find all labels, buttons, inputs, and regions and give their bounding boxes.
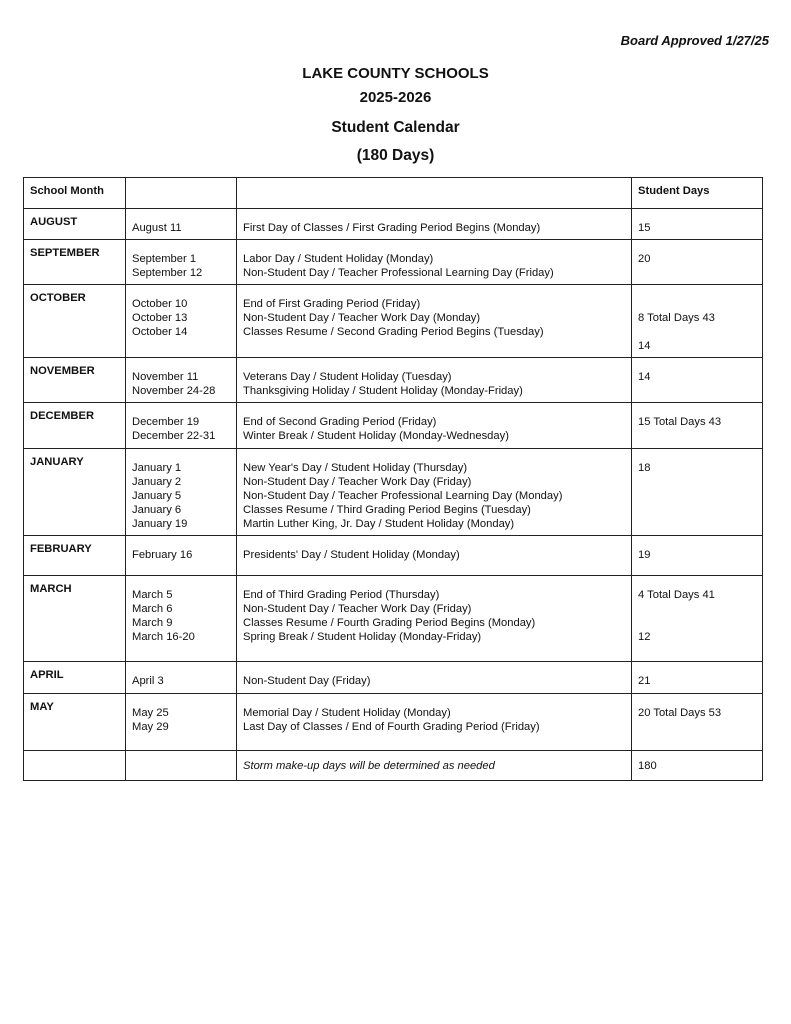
- date-line: May 25: [132, 707, 169, 719]
- event-line: Non-Student Day (Friday): [243, 675, 371, 687]
- event-line: First Day of Classes / First Grading Period Begins (Monday): [243, 222, 541, 234]
- event-cell: [237, 285, 632, 358]
- event-line: Non-Student Day / Teacher Work Day (Friday): [243, 476, 472, 488]
- student-days-cell: [632, 240, 763, 285]
- event-line: End of Second Grading Period (Friday): [243, 416, 437, 428]
- spacer: [638, 297, 756, 311]
- date-cell: [126, 240, 237, 285]
- date-line: March 9: [132, 617, 173, 629]
- date-line: April 3: [132, 675, 164, 687]
- spacer: [638, 602, 756, 616]
- date-cell: [126, 209, 237, 240]
- event-line: Memorial Day / Student Holiday (Monday): [243, 707, 451, 719]
- date-cell: [126, 285, 237, 358]
- event-line: Martin Luther King, Jr. Day / Student Holiday (Monday): [243, 518, 515, 530]
- student-days-cell: [632, 576, 763, 662]
- event-line: Spring Break / Student Holiday (Monday-Friday): [243, 631, 482, 643]
- student-days-cell: [632, 209, 763, 240]
- student-days-line: 4 Total Days 41: [638, 589, 715, 601]
- date-line: January 6: [132, 504, 182, 516]
- event-cell: [237, 209, 632, 240]
- date-cell: [126, 358, 237, 403]
- event-line: Winter Break / Student Holiday (Monday-Wednesday): [243, 430, 509, 442]
- student-days-line: 12: [638, 631, 651, 643]
- date-line: March 5: [132, 589, 173, 601]
- student-days-line: 15 Total Days 43: [638, 416, 722, 428]
- month-cell: AUGUST: [24, 209, 126, 240]
- calendar-table: [23, 177, 763, 781]
- date-line: January 5: [132, 490, 182, 502]
- month-cell: MARCH: [24, 576, 126, 662]
- empty-cell: [24, 751, 126, 781]
- student-days-cell: [632, 449, 763, 536]
- table-row: [24, 449, 763, 536]
- board-approved-note: Board Approved 1/27/25: [620, 33, 769, 48]
- date-line: February 16: [132, 549, 193, 561]
- calendar-table-body: [24, 178, 763, 781]
- event-line: End of First Grading Period (Friday): [243, 298, 421, 310]
- date-cell: [126, 403, 237, 449]
- date-line: December 19: [132, 416, 200, 428]
- date-line: September 1: [132, 253, 197, 265]
- month-cell: FEBRUARY: [24, 536, 126, 576]
- student-days-cell: [632, 536, 763, 576]
- date-cell: [126, 576, 237, 662]
- table-row: [24, 240, 763, 285]
- month-cell: NOVEMBER: [24, 358, 126, 403]
- student-days-line: 21: [638, 675, 651, 687]
- date-line: December 22-31: [132, 430, 216, 442]
- date-line: March 6: [132, 603, 173, 615]
- table-footer-row: [24, 751, 763, 781]
- table-row: [24, 285, 763, 358]
- empty-cell: [126, 751, 237, 781]
- event-line: Last Day of Classes / End of Fourth Grading Period (Friday): [243, 721, 540, 733]
- event-cell: [237, 358, 632, 403]
- event-cell: [237, 536, 632, 576]
- month-cell: DECEMBER: [24, 403, 126, 449]
- student-days-line: 20 Total Days 53: [638, 707, 722, 719]
- student-days-cell: [632, 662, 763, 694]
- spacer: [638, 616, 756, 630]
- student-days-cell: [632, 403, 763, 449]
- date-line: October 10: [132, 298, 188, 310]
- event-cell: [237, 240, 632, 285]
- event-line: Non-Student Day / Teacher Professional Learning Day (Monday): [243, 490, 563, 502]
- header-school-month: School Month: [24, 178, 126, 209]
- calendar-title: Student Calendar: [331, 119, 460, 136]
- month-cell: JANUARY: [24, 449, 126, 536]
- event-cell: [237, 662, 632, 694]
- month-cell: OCTOBER: [24, 285, 126, 358]
- date-cell: [126, 662, 237, 694]
- district-title: LAKE COUNTY SCHOOLS: [302, 65, 489, 82]
- student-days-line: 14: [638, 371, 651, 383]
- event-line: Non-Student Day / Teacher Professional Learning Day (Friday): [243, 267, 554, 279]
- event-line: New Year's Day / Student Holiday (Thursday): [243, 462, 468, 474]
- event-line: Veterans Day / Student Holiday (Tuesday): [243, 371, 452, 383]
- storm-note: Storm make-up days will be determined as needed: [237, 751, 632, 781]
- student-days-line: 19: [638, 549, 651, 561]
- student-days-cell: [632, 694, 763, 751]
- student-days-line: 8 Total Days 43: [638, 312, 715, 324]
- total-days: 180: [632, 751, 763, 781]
- header-events: [237, 178, 632, 209]
- spacer: [638, 325, 756, 339]
- date-line: January 2: [132, 476, 182, 488]
- table-row: [24, 358, 763, 403]
- event-line: Classes Resume / Fourth Grading Period Begins (Monday): [243, 617, 536, 629]
- date-line: January 1: [132, 462, 182, 474]
- header-dates: [126, 178, 237, 209]
- event-line: Thanksgiving Holiday / Student Holiday (Monday-Friday): [243, 385, 523, 397]
- date-line: March 16-20: [132, 631, 195, 643]
- date-cell: [126, 694, 237, 751]
- event-line: Presidents' Day / Student Holiday (Monday): [243, 549, 460, 561]
- event-cell: [237, 403, 632, 449]
- date-line: August 11: [132, 222, 182, 234]
- date-line: October 14: [132, 326, 188, 338]
- student-days-line: 20: [638, 253, 651, 265]
- header-student-days: Student Days: [632, 178, 763, 209]
- table-row: [24, 662, 763, 694]
- table-row: [24, 403, 763, 449]
- date-line: November 24-28: [132, 385, 216, 397]
- event-cell: [237, 576, 632, 662]
- date-line: September 12: [132, 267, 203, 279]
- table-header-row: [24, 178, 763, 209]
- event-line: End of Third Grading Period (Thursday): [243, 589, 440, 601]
- event-line: Labor Day / Student Holiday (Monday): [243, 253, 434, 265]
- date-line: January 19: [132, 518, 188, 530]
- school-year: 2025-2026: [359, 89, 432, 106]
- month-cell: MAY: [24, 694, 126, 751]
- date-cell: [126, 449, 237, 536]
- date-line: May 29: [132, 721, 169, 733]
- student-days-line: 14: [638, 340, 651, 352]
- student-days-cell: [632, 358, 763, 403]
- event-line: Non-Student Day / Teacher Work Day (Monday): [243, 312, 481, 324]
- date-line: October 13: [132, 312, 188, 324]
- total-days-title: (180 Days): [356, 147, 435, 164]
- event-line: Non-Student Day / Teacher Work Day (Friday): [243, 603, 472, 615]
- table-row: [24, 576, 763, 662]
- date-cell: [126, 536, 237, 576]
- event-line: Classes Resume / Third Grading Period Begins (Tuesday): [243, 504, 531, 516]
- table-row: [24, 209, 763, 240]
- month-cell: SEPTEMBER: [24, 240, 126, 285]
- date-line: November 11: [132, 371, 199, 383]
- event-line: Classes Resume / Second Grading Period Begins (Tuesday): [243, 326, 544, 338]
- table-row: [24, 694, 763, 751]
- table-row: [24, 536, 763, 576]
- student-days-cell: [632, 285, 763, 358]
- student-days-line: 15: [638, 222, 651, 234]
- event-cell: [237, 449, 632, 536]
- event-cell: [237, 694, 632, 751]
- student-days-line: 18: [638, 462, 651, 474]
- month-cell: APRIL: [24, 662, 126, 694]
